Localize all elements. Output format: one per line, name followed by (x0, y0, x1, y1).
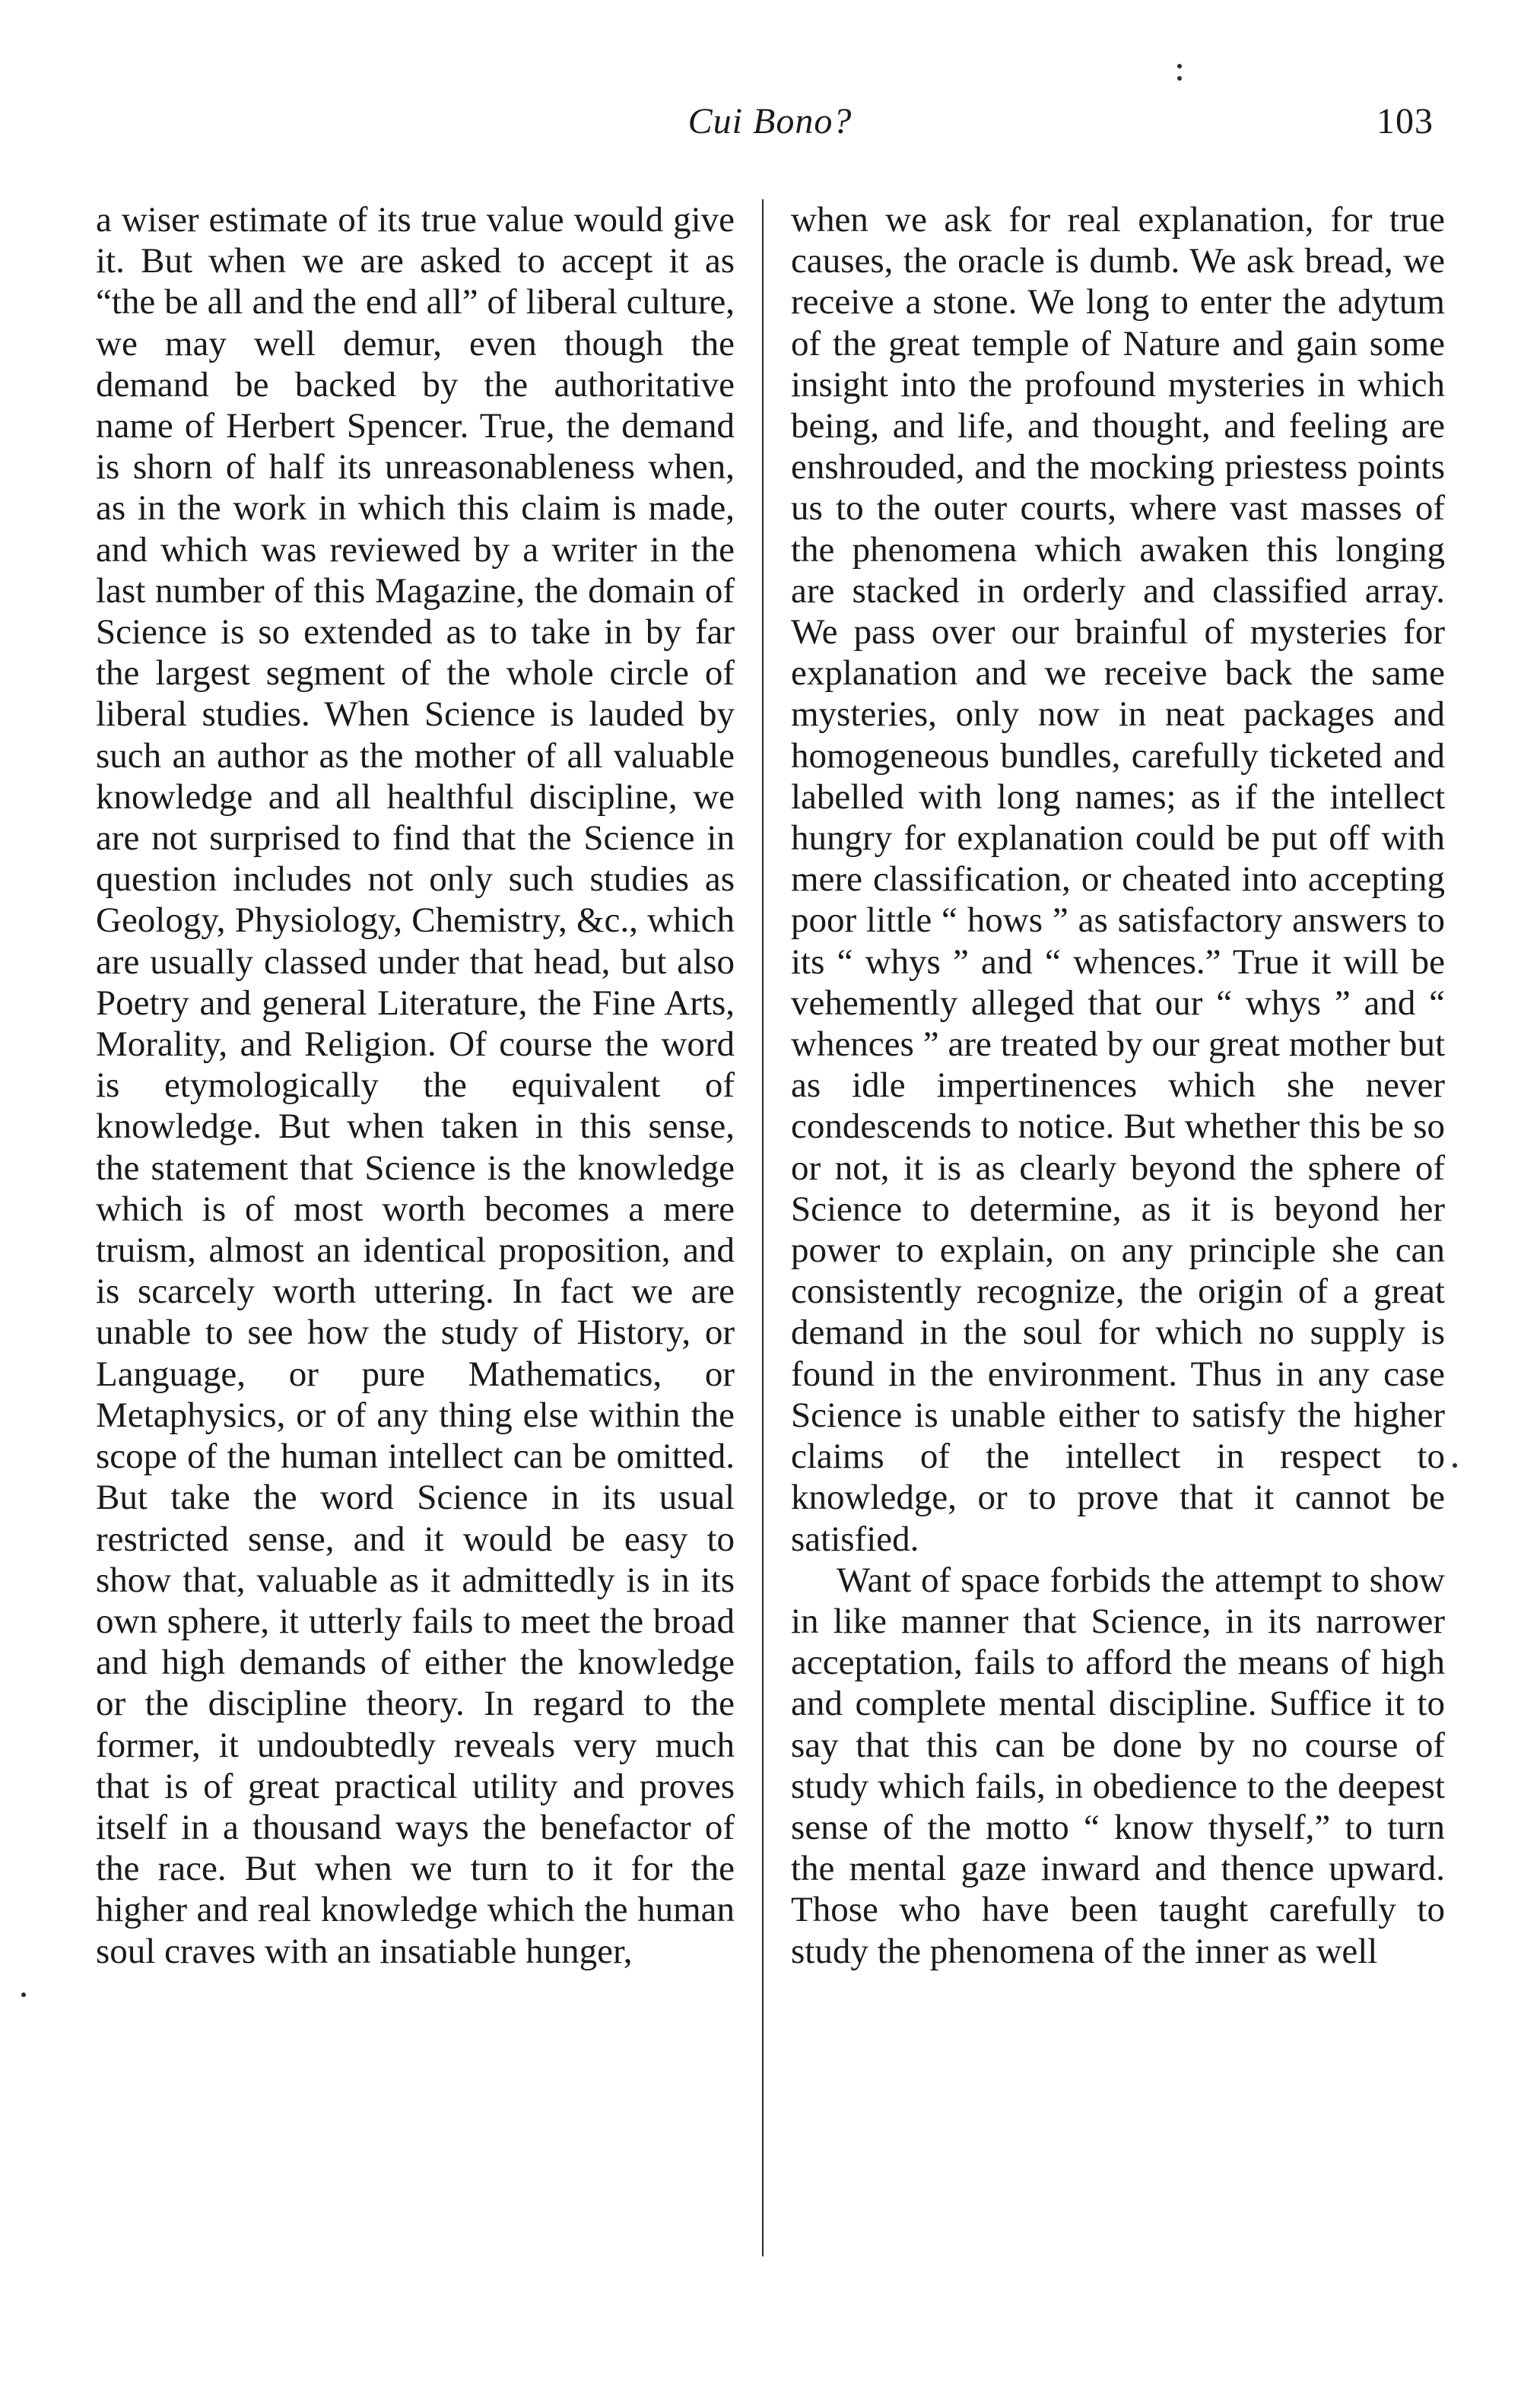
print-speck (1177, 64, 1182, 68)
right-column (791, 199, 1445, 1972)
running-title: Cui Bono? (687, 101, 853, 141)
left-column-paragraph: a wiser estimate of its true value would give it. But when we are asked to accept it as “the be all and the end all” of liberal culture, we may well demur, even though the demand be backed by the authoritative name of Herbert Spencer. True, the demand is shorn of half its unreasonableness when, as in the work in which this claim is made, and which was reviewed by a writer in the last number of this Magazine, the domain of Science is so extended as to take in by far the largest segment of the whole circle of liberal studies. When Science is lauded by such an author as the mother of all valuable knowledge and all healthful discipline, we are not surprised to find that the Science in question includes not only such studies as Geology, Physiology, Chemistry, &c., which are usually classed under that head, but also Poetry and general Literature, the Fine Arts, Morality, and Religion. Of course the word is etymologically the equivalent of knowledge. But when taken in this sense, the statement that Science is the knowledge which is of most worth becomes a mere truism, almost an identical proposition, and is scarcely worth uttering. In fact we are unable to see how the study of History, or Language, or pure Mathematics, or Metaphysics, or of any thing else within the scope of the human intellect can be omitted. But take the word Science in its usual restricted sense, and it would be easy to show that, valuable as it admittedly is in its own sphere, it utterly fails to meet the broad and high demands of either the knowledge or the discipline theory. In regard to the former, it undoubtedly reveals very much that is of great practical utility and proves itself in a thousand ways the benefactor of the race. But when we turn to it for the higher and real knowledge which the human soul craves with an insatiable hunger, (96, 200, 735, 1971)
right-column-paragraph-2: Want of space forbids the attempt to show in like manner that Science, in its narrower acceptation, fails to afford the means of high and complete mental discipline. Suffice it to say that this can be done by no course of study which fails, in obedience to the deepest sense of the motto “ know thyself,” to turn the mental gaze inward and thence upward. Those who have been taught carefully to study the phenomena of the inner as well (791, 1560, 1445, 1971)
print-speck (1177, 76, 1182, 81)
column-divider (762, 199, 764, 2256)
print-speck (21, 1992, 26, 1997)
right-column-paragraph-1: when we ask for real explanation, for true causes, the oracle is dumb. We ask bread, we receive a stone. We long to enter the adytum of the great temple of Nature and gain some insight into the profound mysteries in which being, and life, and thought, and feeling are enshrouded, and the mocking priestess points us to the outer courts, where vast masses of the phenomena which awaken this longing are stacked in orderly and classified array. We pass over our brainful of mysteries for explanation and we receive back the same mysteries, only now in neat packages and homogeneous bundles, carefully ticketed and labelled with long names; as if the intellect hungry for explanation could be put off with mere classification, or cheated into accepting poor little “ hows ” as satisfactory answers to its “ whys ” and “ whences.” True it will be vehemently alleged that our “ whys ” and “ whences ” are treated by our great mother but as idle impertinences which she never condescends to notice. But whether this be so or not, it is as clearly beyond the sphere of Science to determine, as it is beyond her power to explain, on any principle she can consistently recognize, the origin of a great demand in the soul for which no supply is found in the environment. Thus in any case Science is unable either to satisfy the higher claims of the intellect in respect to knowledge, or to prove that it cannot be satisfied. (791, 200, 1445, 1559)
print-speck (1453, 1463, 1457, 1468)
page-number: 103 (1376, 101, 1434, 141)
